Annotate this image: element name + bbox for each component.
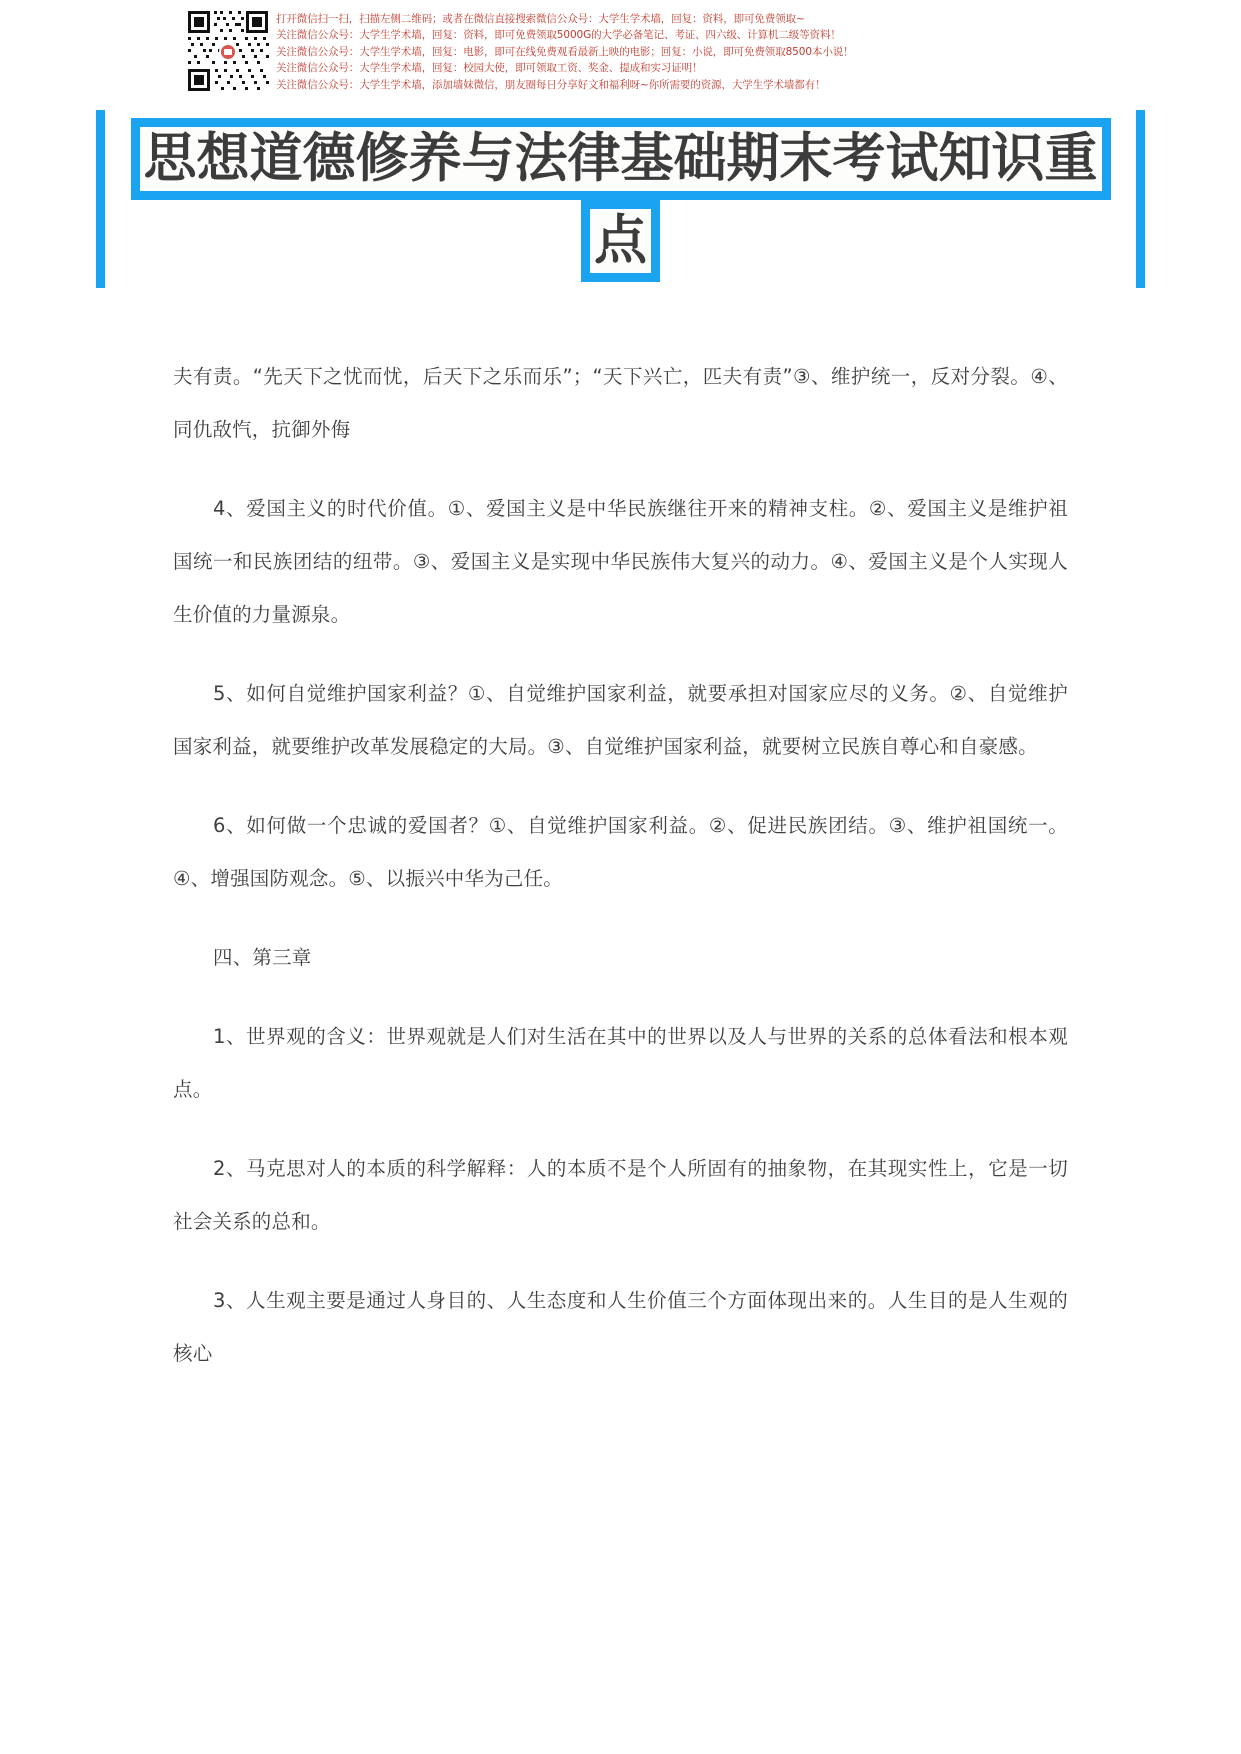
page-title (105, 118, 1136, 282)
document-body (0, 288, 1241, 1380)
document-title-section (0, 110, 1241, 288)
body-paragraph: 2、马克思对人的本质的科学解释：人的本质不是个人所固有的抽象物，在其现实性上，它是一切社会关系的总和。 (173, 1157, 1068, 1234)
page-title-text: 思想道德修养与法律基础期末考试知识重点 (131, 118, 1111, 282)
promo-header (0, 0, 1241, 91)
body-paragraph: 4、爱国主义的时代价值。①、爱国主义是中华民族继往开来的精神支柱。②、爱国主义是维护祖国统一和民族团结的纽带。③、爱国主义是实现中华民族伟大复兴的动力。④、爱国主义是个人实现人生价值的力量源泉。 (173, 497, 1068, 627)
body-paragraph: 6、如何做一个忠诚的爱国者？①、自觉维护国家利益。②、促进民族团结。③、维护祖国统一。④、增强国防观念。⑤、以振兴中华为己任。 (173, 814, 1068, 891)
body-paragraph: 夫有责。“先天下之忧而忧，后天下之乐而乐”；“天下兴亡，匹夫有责”③、维护统一，反对分裂。④、同仇敌忾，抗御外侮 (173, 365, 1068, 442)
promo-line-5: 关注微信公众号：大学生学术墙，添加墙妹微信，朋友圈每日分享好文和福利呀~你所需要的资源，大学生学术墙都有！ (276, 78, 826, 91)
promo-line-3: 关注微信公众号：大学生学术墙，回复：电影，即可在线免费观看最新上映的电影；回复：小说，即可免费领取8500本小说！ (276, 45, 854, 58)
promo-line-1: 打开微信扫一扫，扫描左侧二维码；或者在微信直接搜索微信公众号：大学生学术墙，回复：资料，即可免费领取~ (276, 13, 805, 25)
body-paragraph: 5、如何自觉维护国家利益？①、自觉维护国家利益，就要承担对国家应尽的义务。②、自觉维护国家利益，就要维护改革发展稳定的大局。③、自觉维护国家利益，就要树立民族自尊心和自豪感。 (173, 682, 1068, 759)
body-paragraph: 1、世界观的含义：世界观就是人们对生活在其中的世界以及人与世界的关系的总体看法和根本观点。 (173, 1025, 1068, 1102)
body-paragraph: 3、人生观主要是通过人身目的、人生态度和人生价值三个方面体现出来的。人生目的是人生观的核心 (173, 1289, 1068, 1366)
body-section-heading: 四、第三章 (213, 946, 312, 970)
promo-line-2: 关注微信公众号：大学生学术墙，回复：资料，即可免费领取5000G的大学必备笔记、考证、四六级、计算机二级等资料！ (276, 29, 841, 42)
promo-text-block (276, 9, 1241, 93)
wechat-qr-code (186, 9, 270, 93)
title-accent-frame (96, 110, 1145, 288)
promo-line-4: 关注微信公众号：大学生学术墙，回复：校园大使，即可领取工资、奖金、提成和实习证明！ (276, 62, 703, 75)
